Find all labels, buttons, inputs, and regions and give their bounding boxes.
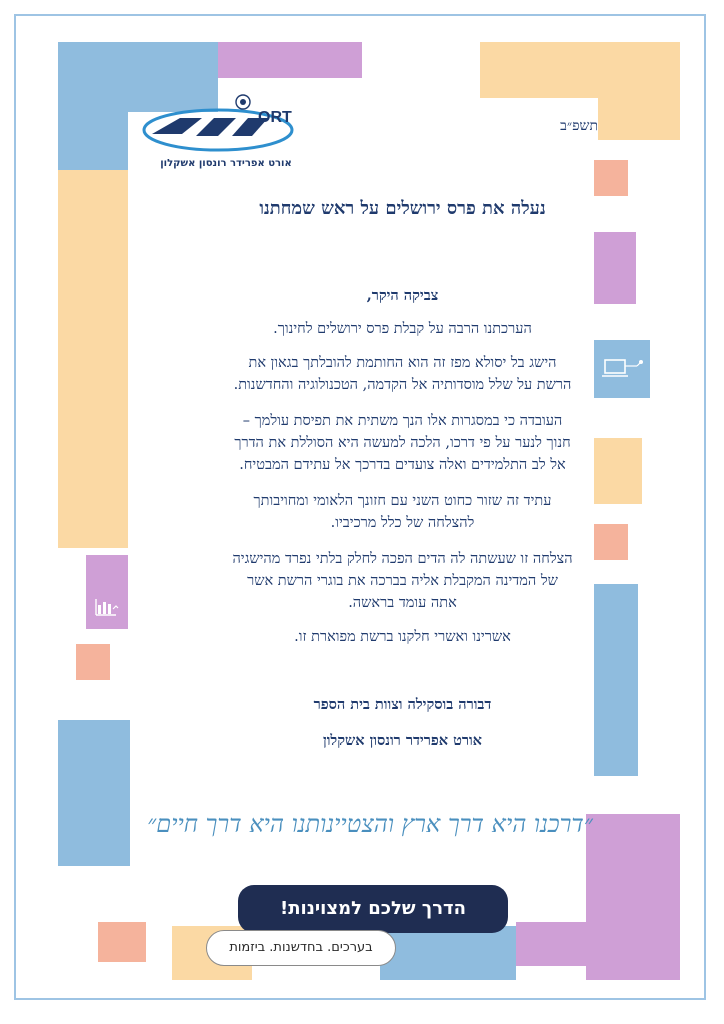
paragraph-line: אתה עומד בראשה. [348,595,457,611]
paragraph-line: אשרינו ואשרי חלקנו ברשת מפוארת זו. [294,629,511,645]
paragraph-line: אל לב התלמידים ואלה צועדים בדרכך אל עתידם המבטיח. [239,457,566,473]
svg-text:ORT: ORT [258,109,292,126]
signature-line: דבורה בוסקילה וצוות בית הספר [313,696,492,713]
paragraph-line: חנוך לנער על פי דרכו, הלכה למעשה היא הסוללת את הדרך [234,435,571,451]
school-name-caption: אורט אפרידר רונסון אשקלון [160,158,292,169]
paragraph-line: של המדינה המקבלת אליה בברכה את בוגרי הרשת אשר [247,573,558,589]
signature-line: אורט אפרידר רונסון אשקלון [323,732,482,749]
school-motto: ״דרכנו היא דרך ארץ והצטיינותנו היא דרך חיים״ [147,810,593,838]
paragraph-line: העובדה כי במסגרות אלו הנך משתית את תפיסת עולמך – [242,413,563,429]
paragraph-line: להצלחה של כלל מרכיביו. [330,515,475,531]
letter-title: נעלה את פרס ירושלים על ראש שמחתנו [259,198,546,219]
hebrew-year: תשפ״ב [560,118,598,134]
paragraph-line: עתיד זה שזור כחוט השני עם חזונך הלאומי ומחויבותך [253,493,552,509]
greeting: צביקה היקר, [366,287,439,304]
tagline-pill: בערכים. בחדשנות. ביזמות [206,930,396,966]
paragraph-line: הישג בל יסולא מפז זה הוא החותמת להובלתך בגאון את [248,355,557,371]
paragraph-line: הערכתנו הרבה על קבלת פרס ירושלים לחינוך. [273,321,532,337]
slogan-banner: הדרך שלכם למצוינות! [238,885,508,933]
ort-logo-graphic [140,92,300,162]
paragraph-line: הצלחה זו שעשתה לה הדים הפכה לחלק בלתי נפרד מהישגיה [232,551,573,567]
paragraph-line: הרשת על שלל מוסדותיה אל הקדמה, הטכנולוגיה והחדשנות. [233,377,572,393]
